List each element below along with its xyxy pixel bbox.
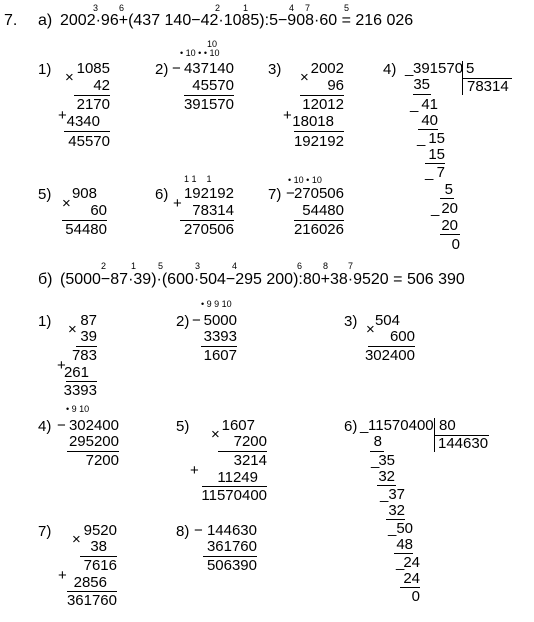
borrow-mark: • 9 9 10 <box>201 299 232 309</box>
step-label: 7) <box>268 186 282 203</box>
line <box>440 234 460 235</box>
result: 270506 <box>183 221 234 238</box>
result: 506390 <box>206 557 257 574</box>
order-mark: 4 <box>232 261 238 271</box>
dividend: 391570 <box>413 60 464 77</box>
step-label: 6) <box>155 186 169 203</box>
operand: 38 <box>90 538 107 555</box>
result: 216026 <box>293 221 344 238</box>
division-row: 32 <box>378 468 395 485</box>
minus-sign: _ <box>425 164 434 181</box>
order-mark: 3 <box>195 261 201 271</box>
step-label: 4) <box>38 418 52 435</box>
step-label: 2) <box>155 61 169 78</box>
divisor: 5 <box>466 60 475 77</box>
minus-sign: − <box>194 522 203 539</box>
result: 391570 <box>183 96 234 113</box>
multiply-sign: × <box>211 426 220 443</box>
carry-mark: 1 1 1 <box>184 174 212 184</box>
line <box>64 131 110 132</box>
operand: 504 <box>374 312 400 329</box>
plus-sign: + <box>283 107 292 124</box>
operand: 192192 <box>183 185 234 202</box>
operand: 7200 <box>233 433 267 450</box>
part-b-expression: (5000−87·39)·(600·504−295 200):80+38·9520 = 506 390 <box>60 271 465 288</box>
line <box>413 94 431 95</box>
order-mark: 5 <box>158 261 164 271</box>
division-row: 24 <box>403 570 420 587</box>
quotient: 144630 <box>438 435 489 452</box>
step-label: 8) <box>176 523 190 540</box>
partial-product: 2170 <box>76 96 110 113</box>
division-row: 20 <box>441 217 458 234</box>
task-number: 7. <box>4 12 18 29</box>
operand: 361760 <box>206 538 257 555</box>
division-row: 20 <box>441 200 458 217</box>
step-label: 5) <box>38 186 52 203</box>
division-row: 32 <box>388 502 405 519</box>
division-row: 7 <box>436 164 445 181</box>
result: 7200 <box>85 452 119 469</box>
division-row: 50 <box>396 520 413 537</box>
partial-product: 4340 <box>66 113 100 130</box>
multiply-sign: × <box>65 69 74 86</box>
borrow-mark: • 10 • • 10 <box>180 48 220 58</box>
borrow-mark: 10 <box>207 39 218 49</box>
minus-sign: _ <box>405 60 414 77</box>
order-mark: 6 <box>119 3 125 13</box>
operand: 78314 <box>192 202 234 219</box>
division-row: 15 <box>428 130 445 147</box>
division-row: 35 <box>378 452 395 469</box>
division-row: 48 <box>396 536 413 553</box>
order-mark: 3 <box>93 3 99 13</box>
multiply-sign: × <box>366 321 375 338</box>
division-row: 40 <box>421 112 438 129</box>
minus-sign: _ <box>396 554 405 571</box>
operand: 144630 <box>206 522 257 539</box>
divisor: 80 <box>439 417 456 434</box>
minus-sign: − <box>192 312 201 329</box>
minus-sign: _ <box>380 486 389 503</box>
operand: 2002 <box>310 60 344 77</box>
step-label: 3) <box>344 313 358 330</box>
partial-product: 18018 <box>292 113 334 130</box>
division-row: 24 <box>403 554 420 571</box>
division-row: 41 <box>421 96 438 113</box>
multiply-sign: × <box>62 195 71 212</box>
operand: 5000 <box>203 312 237 329</box>
operand: 1085 <box>76 60 110 77</box>
step-label: 3) <box>268 61 282 78</box>
division-row: 35 <box>413 76 430 93</box>
minus-sign: − <box>172 60 181 77</box>
partial-product: 3214 <box>233 452 267 469</box>
operand: 54480 <box>302 202 344 219</box>
step-label: 4) <box>383 61 397 78</box>
multiply-sign: × <box>72 531 81 548</box>
partial-product: 11249 <box>217 469 258 486</box>
minus-sign: − <box>286 185 295 202</box>
order-mark: 5 <box>344 3 350 13</box>
step-label: 2) <box>176 313 190 330</box>
operand: 96 <box>327 77 344 94</box>
result: 45570 <box>68 133 110 150</box>
multiply-sign: × <box>300 69 309 86</box>
result: 192192 <box>293 133 344 150</box>
operand: 600 <box>389 328 415 345</box>
operand: 9520 <box>83 522 117 539</box>
operand: 437140 <box>183 60 234 77</box>
operand: 3393 <box>203 328 237 345</box>
part-b-label: б) <box>38 271 53 288</box>
minus-sign: _ <box>388 520 397 537</box>
division-row: 0 <box>411 588 420 605</box>
operand: 1607 <box>221 417 255 434</box>
order-mark: 1 <box>243 3 249 13</box>
order-mark: 2 <box>215 3 221 13</box>
division-row: 0 <box>451 236 460 253</box>
plus-sign: + <box>173 195 182 212</box>
plus-sign: + <box>190 462 199 479</box>
result: 361760 <box>66 592 117 609</box>
part-a-label: а) <box>38 12 53 29</box>
operand: 39 <box>80 328 97 345</box>
division-row: 5 <box>444 181 453 198</box>
partial-product: 783 <box>71 347 97 364</box>
division-row: 37 <box>388 486 405 503</box>
division-row: 15 <box>428 146 445 163</box>
order-mark: 2 <box>101 261 107 271</box>
division-row: 8 <box>373 433 382 450</box>
step-label: 1) <box>38 61 52 78</box>
order-mark: 8 <box>323 261 329 271</box>
operand: 60 <box>90 202 107 219</box>
operand: 270506 <box>293 185 344 202</box>
minus-sign: _ <box>417 130 426 147</box>
borrow-mark: • 9 10 <box>66 404 90 414</box>
minus-sign: _ <box>410 96 419 113</box>
operand: 295200 <box>68 433 119 450</box>
plus-sign: + <box>57 357 66 374</box>
order-mark: 1 <box>131 261 137 271</box>
borrow-mark: • 10 • 10 <box>288 175 322 185</box>
result: 1607 <box>203 347 237 364</box>
operand: 87 <box>80 312 97 329</box>
step-label: 7) <box>38 523 52 540</box>
partial-product: 2856 <box>73 574 107 591</box>
quotient: 78314 <box>467 78 509 95</box>
order-mark: 7 <box>348 261 354 271</box>
plus-sign: + <box>58 567 67 584</box>
operand: 42 <box>93 77 110 94</box>
part-a-expression: 2002·96+(437 140−42·1085):5−908·60 = 216 026 <box>60 12 414 29</box>
operand: 908 <box>71 185 97 202</box>
line <box>294 131 344 132</box>
partial-product: 261 <box>63 364 89 381</box>
step-label: 5) <box>176 418 190 435</box>
line <box>440 198 454 199</box>
order-mark: 6 <box>297 261 303 271</box>
operand: 302400 <box>68 417 119 434</box>
order-mark: 7 <box>305 3 311 13</box>
plus-sign: + <box>58 107 67 124</box>
minus-sign: _ <box>360 417 369 434</box>
result: 302400 <box>364 347 415 364</box>
partial-product: 7616 <box>83 557 117 574</box>
step-label: 6) <box>344 418 358 435</box>
result: 11570400 <box>201 487 267 504</box>
multiply-sign: × <box>68 321 77 338</box>
minus-sign: _ <box>431 200 440 217</box>
result: 54480 <box>65 221 107 238</box>
order-mark: 4 <box>289 3 295 13</box>
dividend: 11570400 <box>368 417 434 434</box>
minus-sign: − <box>57 417 66 434</box>
operand: 45570 <box>192 77 234 94</box>
step-label: 1) <box>38 313 52 330</box>
result: 3393 <box>63 382 97 399</box>
partial-product: 12012 <box>302 96 344 113</box>
minus-sign: _ <box>371 452 380 469</box>
